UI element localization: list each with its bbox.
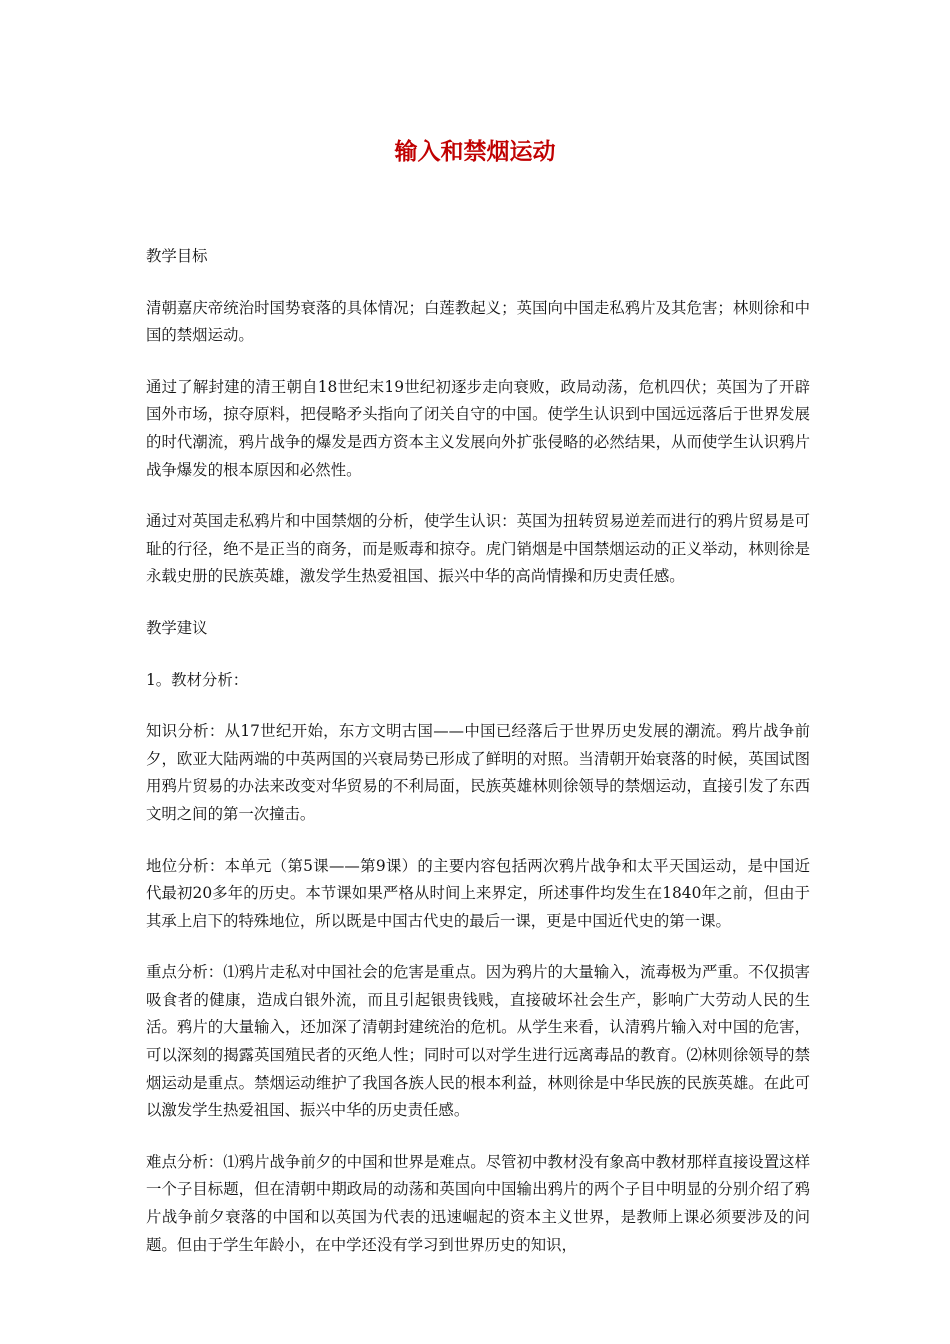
knowledge-analysis-paragraph: 知识分析：从17世纪开始，东方文明古国——中国已经落后于世界历史发展的潮流。鸦片战争前夕，欧亚大陆两端的中英两国的兴衰局势已形成了鲜明的对照。当清朝开始衰落的时候，英国试图用鸦片贸易的办法来改变对华贸易的不利局面，民族英雄林则徐领导的禁烟运动，直接引发了东西文明之间的第一次撞击。: [146, 722, 810, 823]
material-analysis-heading: 1。教材分析：: [146, 670, 249, 689]
position-analysis-paragraph: 地位分析：本单元（第5课——第9课）的主要内容包括两次鸦片战争和太平天国运动，是中国近代最初20多年的历史。本节课如果严格从时间上来界定，所述事件均发生在1840年之前，但由于其承上启下的特殊地位，所以既是中国古代史的最后一课，更是中国近代史的第一课。: [146, 856, 810, 930]
teaching-goals-paragraph-3: 通过对英国走私鸦片和中国禁烟的分析，使学生认识：英国为扭转贸易逆差而进行的鸦片贸易是可耻的行径，绝不是正当的商务，而是贩毒和掠夺。虎门销烟是中国禁烟运动的正义举动，林则徐是永载史册的民族英雄，激发学生热爱祖国、振兴中华的高尚情操和历史责任感。: [146, 512, 810, 586]
key-points-analysis-paragraph: 重点分析：⑴鸦片走私对中国社会的危害是重点。因为鸦片的大量输入，流毒极为严重。不仅损害吸食者的健康，造成白银外流，而且引起银贵钱贱，直接破坏社会生产，影响广大劳动人民的生活。鸦片的大量输入，还加深了清朝封建统治的危机。从学生来看，认清鸦片输入对中国的危害，可以深刻的揭露英国殖民者的灭绝人性；同时可以对学生进行远离毒品的教育。⑵林则徐领导的禁烟运动是重点。禁烟运动维护了我国各族人民的根本利益，林则徐是中华民族的民族英雄。在此可以激发学生热爱祖国、振兴中华的历史责任感。: [146, 963, 810, 1120]
difficulties-analysis-paragraph: 难点分析：⑴鸦片战争前夕的中国和世界是难点。尽管初中教材没有象高中教材那样直接设置这样一个子目标题，但在清朝中期政局的动荡和英国向中国输出鸦片的两个子目中明显的分别介绍了鸦片战争前夕衰落的中国和以英国为代表的迅速崛起的资本主义世界，是教师上课必须要涉及的问题。但由于学生年龄小，在中学还没有学习到世界历史的知识，: [146, 1152, 810, 1254]
document-title: 输入和禁烟运动: [394, 139, 556, 165]
teaching-advice-heading: 教学建议: [146, 618, 208, 637]
teaching-goals-paragraph-2: 通过了解封建的清王朝自18世纪末19世纪初逐步走向衰败，政局动荡，危机四伏；英国为了开辟国外市场，掠夺原料，把侵略矛头指向了闭关自守的中国。使学生认识到中国远远落后于世界发展的时代潮流，鸦片战争的爆发是西方资本主义发展向外扩张侵略的必然结果，从而使学生认识鸦片战争爆发的根本原因和必然性。: [146, 377, 810, 479]
teaching-goals-heading: 教学目标: [146, 247, 208, 265]
document-body: [146, 243, 810, 1283]
teaching-goals-paragraph-1: 清朝嘉庆帝统治时国势衰落的具体情况；白莲教起义；英国向中国走私鸦片及其危害；林则徐和中国的禁烟运动。: [146, 298, 810, 345]
